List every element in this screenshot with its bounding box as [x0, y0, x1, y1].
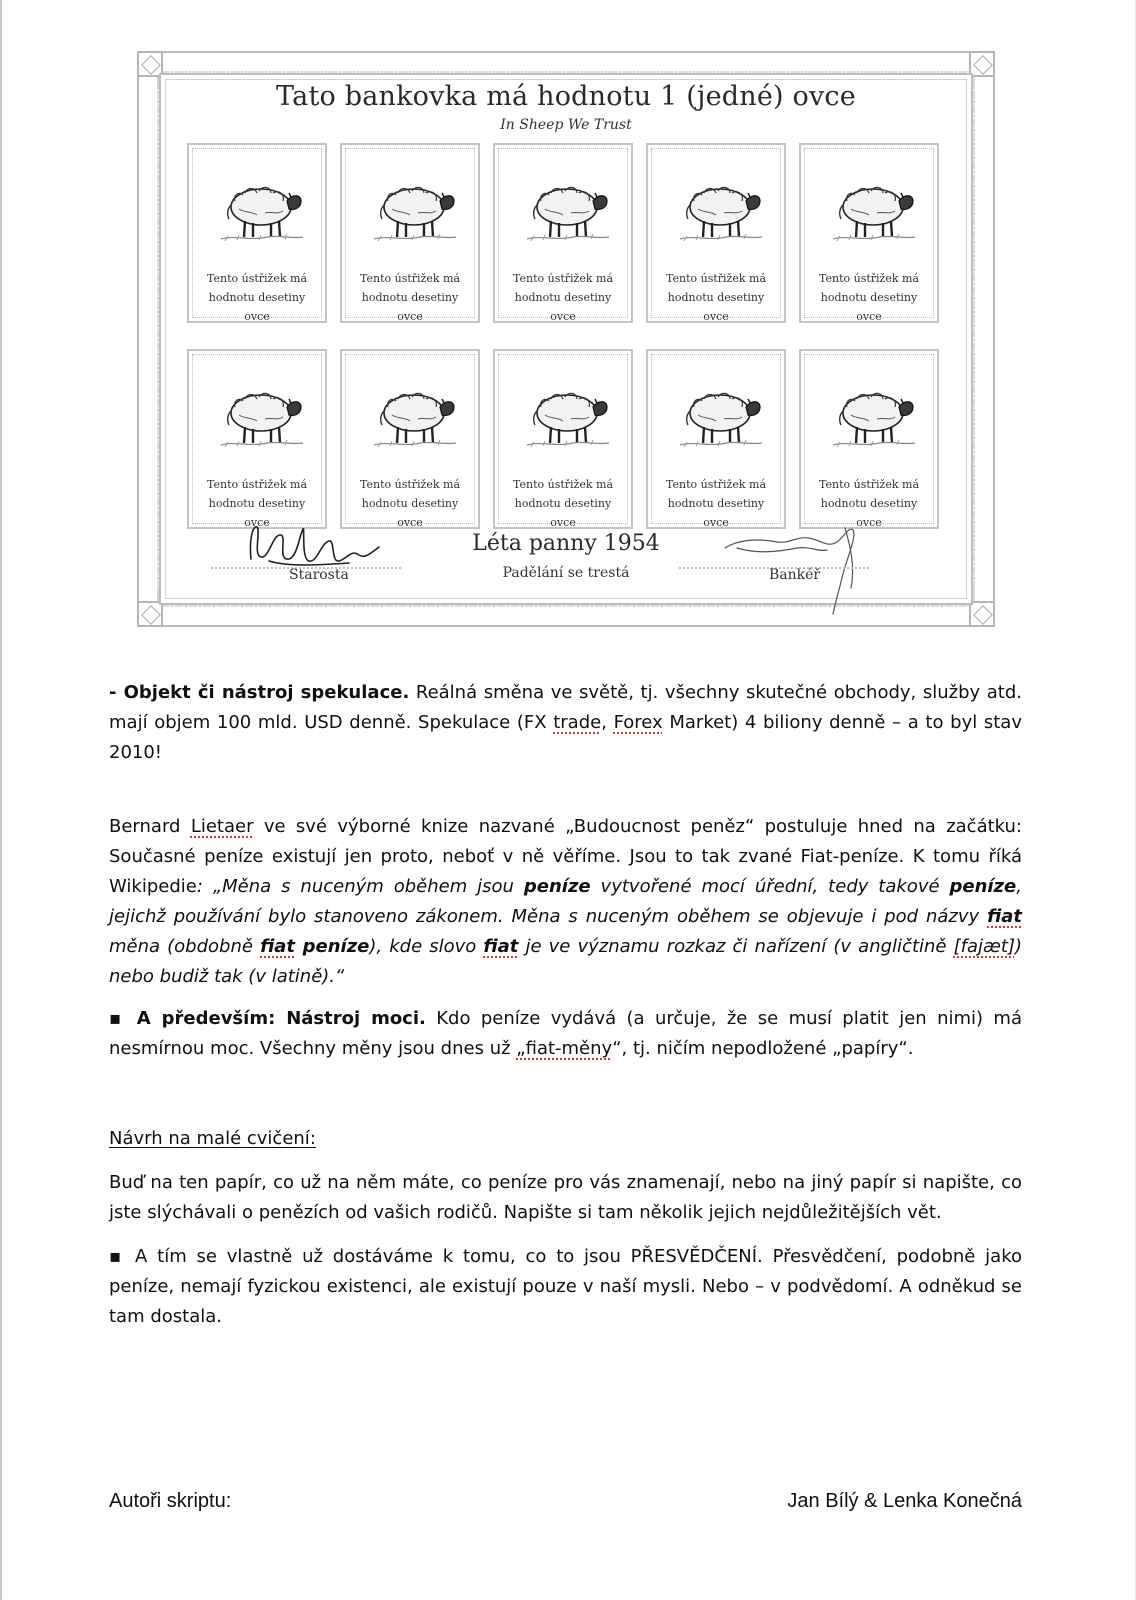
quote-text: je ve významu rozkaz či nařízení (v angličtině [518, 936, 954, 957]
coupon-text-line: Tento ústřižek má [513, 272, 613, 285]
sheep-icon [670, 167, 766, 247]
misspelled-word[interactable]: [fajæt] [953, 936, 1015, 957]
sheep-coupon [799, 349, 939, 529]
coupon-text [654, 269, 778, 326]
sheep-icon [823, 167, 919, 247]
banknote-subtitle: In Sheep We Trust [500, 117, 632, 133]
coupon-text-line: Tento ústřižek má [360, 478, 460, 491]
coupon-text-line: Tento ústřižek má [513, 478, 613, 491]
paragraph-text: Bernard [109, 816, 191, 837]
paragraph-text: “, tj. ničím nepodložené „papíry“. [612, 1038, 914, 1059]
banknote-date: Léta panny 1954 [472, 531, 660, 556]
sheep-icon [364, 373, 460, 453]
banknote-warning: Padělání se trestá [502, 565, 630, 581]
misspelled-word[interactable]: Forex [613, 712, 663, 733]
coupon-text-line: Tento ústřižek má [666, 272, 766, 285]
authors-names: Jan Bílý & Lenka Konečná [787, 1490, 1022, 1512]
sheep-icon [517, 373, 613, 453]
coupon-text-line: hodnotu desetiny ovce [361, 291, 459, 323]
coupon-text-line: hodnotu desetiny ovce [208, 291, 306, 323]
quote-bold: peníze [294, 936, 370, 957]
coupon-text-line: hodnotu desetiny ovce [208, 497, 306, 529]
quote-text: měna (obdobně [109, 936, 261, 957]
coupon-text [501, 269, 625, 326]
paragraph-text: Market) 4 biliony denně – a to byl stav 2010! [109, 712, 1022, 763]
coupon-text-line: hodnotu desetiny ovce [667, 291, 765, 323]
exercise-heading-text: Návrh na malé cvičení: [109, 1128, 316, 1149]
misspelled-word[interactable]: Lietaer [190, 816, 254, 837]
sheep-coupon [493, 143, 633, 323]
sheep-coupon [187, 349, 327, 529]
coupon-text-line: hodnotu desetiny ovce [820, 291, 918, 323]
coupon-text [195, 269, 319, 326]
sheep-icon [364, 167, 460, 247]
banker-signature-icon [717, 508, 867, 618]
exercise-heading [109, 1124, 1022, 1154]
coupon-text-line: hodnotu desetiny ovce [361, 497, 459, 529]
paragraph-text: Reálná směna ve světě, tj. všechny skutečné obchody, služby atd. mají objem 100 mld. USD denně. Spekulace (FX [109, 682, 1022, 733]
page-edge [0, 0, 2, 1600]
misspelled-word[interactable]: trade [553, 712, 602, 733]
quote-text: vytvořené mocí úřední, tedy takové [590, 876, 950, 897]
coupon-text-line: hodnotu desetiny ovce [820, 497, 918, 529]
quote-bold: peníze [949, 876, 1017, 897]
sheep-coupon [799, 143, 939, 323]
quote-text: ) nebo budiž tak (v latině).“ [109, 936, 1023, 987]
coupon-text-line: hodnotu desetiny ovce [514, 497, 612, 529]
sheep-coupon [493, 349, 633, 529]
sheep-icon [670, 373, 766, 453]
misspelled-word[interactable]: „fiat-měny [516, 1038, 613, 1059]
sheep-coupon [340, 143, 480, 323]
coupon-text-line: Tento ústřižek má [207, 478, 307, 491]
coupon-text [807, 269, 931, 326]
sheep-coupon [340, 349, 480, 529]
quote-text: ), kde slovo [369, 936, 484, 957]
quote-text: : „Měna s nuceným oběhem jsou [196, 876, 524, 897]
coupon-text-line: Tento ústřižek má [819, 478, 919, 491]
quote-bold: peníze [523, 876, 591, 897]
sheep-coupon [646, 143, 786, 323]
sheep-coupon [187, 143, 327, 323]
misspelled-word[interactable]: fiat [260, 936, 295, 957]
coupon-text-line: hodnotu desetiny ovce [514, 291, 612, 323]
coupon-text-line: Tento ústřižek má [360, 272, 460, 285]
paragraph-lead: - Objekt či nástroj spekulace. [109, 682, 410, 703]
starosta-label: Starosta [289, 567, 349, 583]
coupon-text-line: Tento ústřižek má [666, 478, 766, 491]
coupon-text-line: Tento ústřižek má [819, 272, 919, 285]
paragraph-beliefs: ▪ A tím se vlastně už dostáváme k tomu, co to jsou PŘESVĚDČENÍ. Přesvědčení, podobně jako peníze, nemají fyzickou existenci, ale existují pouze v naší mysli. Nebo – v podvědomí. A odněkud se tam dostala. [109, 1246, 1022, 1327]
paragraph-exercise: Buď na ten papír, co už na něm máte, co peníze pro vás znamenají, nebo na jiný papír si napište, co jste slýchávali o penězích od vašich rodičů. Napište si tam několik jejich nejdůležitějších vět. [109, 1172, 1022, 1223]
paragraph-power [109, 1004, 1022, 1064]
sheep-icon [517, 167, 613, 247]
sheep-icon [211, 373, 307, 453]
coupon-text-line: hodnotu desetiny ovce [667, 497, 765, 529]
quote-text: , jejichž používání bylo stanoveno zákonem. Měna s nuceným oběhem se objevuje i pod názvy [109, 876, 1022, 927]
paragraph-text: , [601, 712, 614, 733]
paragraph-text: Kdo peníze vydává (a určuje, že se musí platit jen nimi) má nesmírnou moc. Všechny měny jsou dnes už [109, 1008, 1023, 1059]
banknote-title: Tato bankovka má hodnotu 1 (jedné) ovce [276, 81, 856, 112]
paragraph-text: ve své výborné knize nazvané „Budoucnost peněz“ postuluje hned na začátku: Současné peníze existují jen proto, neboť v ně věříme. Jsou to tak zvané Fiat-peníze. K tomu říká Wikipedie [109, 816, 1022, 897]
paragraph-speculation [109, 678, 1022, 768]
sheep-banknote-image [137, 51, 995, 627]
coupon-text-line: Tento ústřižek má [207, 272, 307, 285]
coupon-text [501, 475, 625, 532]
banker-label: Bankéř [769, 567, 821, 583]
coupon-grid [187, 143, 947, 529]
misspelled-word[interactable]: fiat [987, 906, 1022, 927]
authors-label: Autoři skriptu: [109, 1490, 232, 1512]
coupon-text [348, 269, 472, 326]
sheep-icon [211, 167, 307, 247]
paragraph-lead: ▪ A především: Nástroj moci. [109, 1008, 426, 1029]
paragraph-lietaer [109, 812, 1022, 992]
sheep-icon [823, 373, 919, 453]
sheep-coupon [646, 349, 786, 529]
misspelled-word[interactable]: fiat [483, 936, 519, 957]
